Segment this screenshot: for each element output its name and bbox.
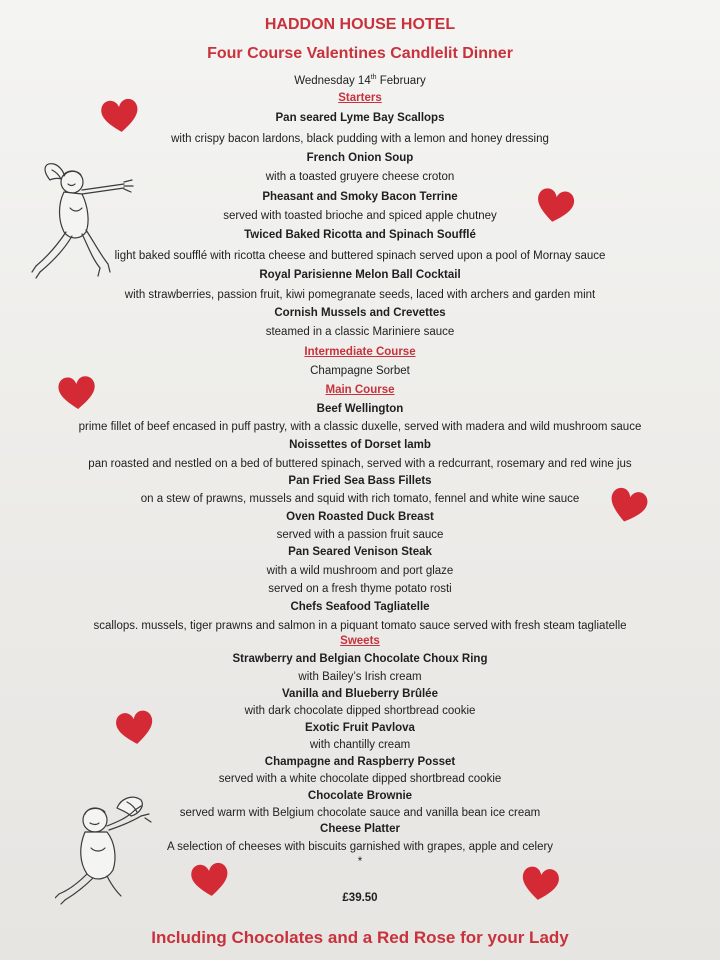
date-month: February <box>379 74 426 87</box>
dish-description: served with a white chocolate dipped shortbread cookie <box>218 773 502 785</box>
date-day: Wednesday 14 <box>294 74 371 87</box>
cherub-icon <box>55 790 165 905</box>
section-heading-starters: Starters <box>338 92 382 104</box>
dish-description: served on a fresh thyme potato rosti <box>268 583 452 595</box>
hotel-name: HADDON HOUSE HOTEL <box>264 16 456 33</box>
dish-description: with chantilly cream <box>309 739 411 751</box>
dish-description: on a stew of prawns, mussels and squid with rich tomato, fennel and white wine sauce <box>140 493 580 505</box>
dish-description: with a toasted gruyere cheese croton <box>265 171 455 183</box>
dish-description: served warm with Belgium chocolate sauce and vanilla bean ice cream <box>179 807 541 819</box>
dish-name: Noissettes of Dorset lamb <box>289 439 431 451</box>
dish-name: Vanilla and Blueberry Brûlée <box>282 688 438 700</box>
dish-description: A selection of cheeses with biscuits garnished with grapes, apple and celery <box>166 841 554 853</box>
dish-description: with dark chocolate dipped shortbread cookie <box>244 705 476 717</box>
dish-name: French Onion Soup <box>306 152 414 164</box>
separator-star: * <box>357 856 363 868</box>
heart-icon <box>188 860 232 900</box>
dish-name: Pan Seared Venison Steak <box>288 546 432 558</box>
dish-description: with Bailey’s Irish cream <box>298 671 422 683</box>
dish-name: Chefs Seafood Tagliatelle <box>290 601 430 613</box>
dish-name: Oven Roasted Duck Breast <box>286 511 434 523</box>
heart-icon <box>518 863 563 904</box>
heart-icon <box>532 185 578 227</box>
section-heading-intermediate: Intermediate Course <box>304 346 416 358</box>
dish-name: Twiced Baked Ricotta and Spinach Soufflé <box>244 229 476 241</box>
dish-description: with a wild mushroom and port glaze <box>266 565 454 577</box>
dish-description: scallops. mussels, tiger prawns and salmon in a piquant tomato sauce served with fresh steam tagliatelle <box>93 620 627 632</box>
event-date <box>0 71 720 88</box>
intermediate-item: Champagne Sorbet <box>310 365 410 377</box>
dish-name: Champagne and Raspberry Posset <box>264 756 456 768</box>
dish-description: with strawberries, passion fruit, kiwi pomegranate seeds, laced with archers and garden mint <box>124 289 596 301</box>
cherub-icon <box>30 160 140 280</box>
dish-name: Royal Parisienne Melon Ball Cocktail <box>259 269 461 281</box>
dish-description: light baked soufflé with ricotta cheese and buttered spinach served upon a pool of Mornay sauce <box>114 250 606 262</box>
dish-name: Cheese Platter <box>320 823 400 835</box>
section-heading-sweets: Sweets <box>340 635 380 647</box>
dish-description: steamed in a classic Mariniere sauce <box>265 326 455 338</box>
dish-description: pan roasted and nestled on a bed of buttered spinach, served with a redcurrant, rosemary and red wine jus <box>88 458 632 470</box>
footer-tagline: Including Chocolates and a Red Rose for your Lady <box>151 928 569 947</box>
dish-name: Chocolate Brownie <box>307 790 413 802</box>
dish-description: served with a passion fruit sauce <box>276 529 444 541</box>
dish-name: Beef Wellington <box>316 403 404 415</box>
dish-description: with crispy bacon lardons, black pudding with a lemon and honey dressing <box>171 133 549 145</box>
section-heading-main: Main Course <box>325 384 395 396</box>
event-title: Four Course Valentines Candlelit Dinner <box>207 45 513 62</box>
heart-icon <box>98 96 142 136</box>
heart-icon <box>113 707 158 748</box>
dish-description: served with toasted brioche and spiced apple chutney <box>223 210 497 222</box>
date-suffix: th <box>370 74 377 81</box>
price: £39.50 <box>342 892 378 904</box>
dish-name: Pheasant and Smoky Bacon Terrine <box>262 191 458 203</box>
dish-name: Cornish Mussels and Crevettes <box>274 307 446 319</box>
heart-icon <box>56 374 98 413</box>
dish-name: Exotic Fruit Pavlova <box>305 722 415 734</box>
dish-name: Strawberry and Belgian Chocolate Choux Ring <box>232 653 488 665</box>
dish-description: prime fillet of beef encased in puff pastry, with a classic duxelle, served with madera and wild mushroom sauce <box>78 421 642 433</box>
dish-name: Pan seared Lyme Bay Scallops <box>275 112 445 124</box>
dish-name: Pan Fried Sea Bass Fillets <box>288 475 432 487</box>
